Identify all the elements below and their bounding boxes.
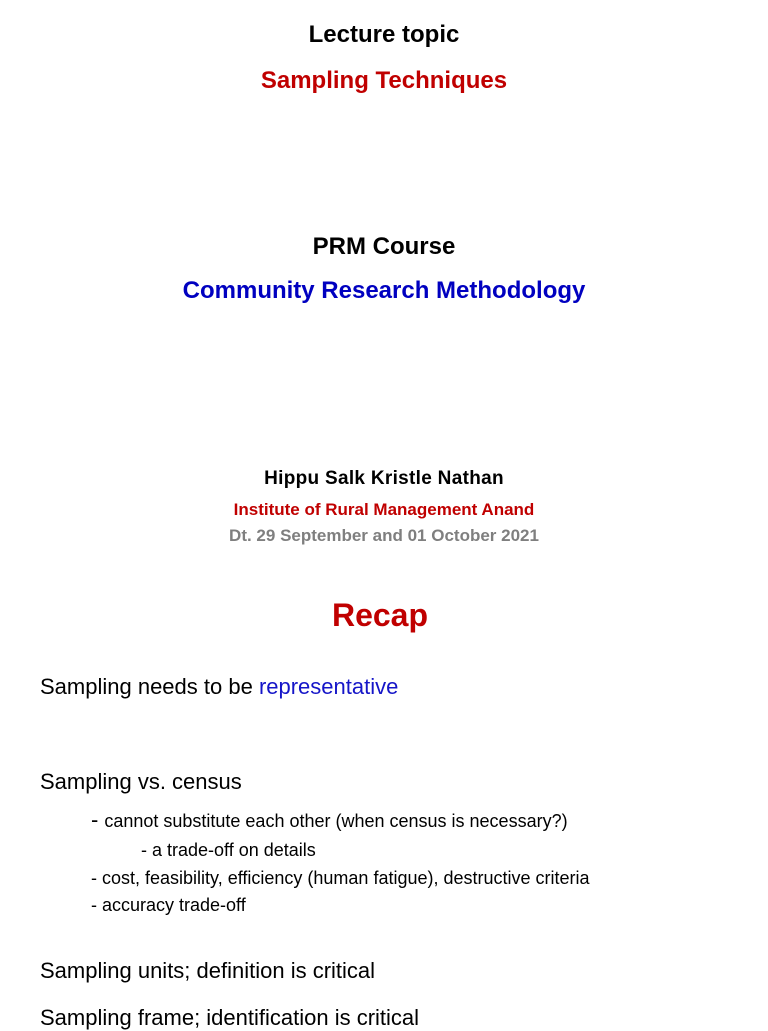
census-sub-point-2: - a trade-off on details [141,840,316,860]
representative-point [40,674,398,700]
lecture-dates: Dt. 29 September and 01 October 2021 [229,526,539,545]
recap-slide [0,575,768,1030]
lecture-topic-label: Lecture topic [308,21,460,48]
sampling-vs-census-point: Sampling vs. census [40,769,242,794]
institute-name: Institute of Rural Management Anand [233,500,535,519]
census-sub-point-4: - accuracy trade-off [91,895,246,915]
census-sub-point-3: - cost, feasibility, efficiency (human fatigue), destructive criteria [91,868,590,888]
census-sub-point-1-text: cannot substitute each other (when census is necessary?) [104,811,568,831]
lecture-topic-title: Sampling Techniques [260,67,508,94]
sampling-frame-point: Sampling frame; identification is critical [40,1005,420,1030]
course-label: PRM Course [312,233,456,260]
sampling-units-point: Sampling units; definition is critical [40,958,376,983]
recap-heading: Recap [331,597,429,633]
course-title: Community Research Methodology [182,277,586,304]
author-name: Hippu Salk Kristle Nathan [264,468,504,489]
census-sub-point-1 [91,807,568,833]
representative-prefix: Sampling needs to be [40,674,259,699]
sub-point-dash: - [91,807,99,832]
representative-highlight: representative [258,674,399,699]
